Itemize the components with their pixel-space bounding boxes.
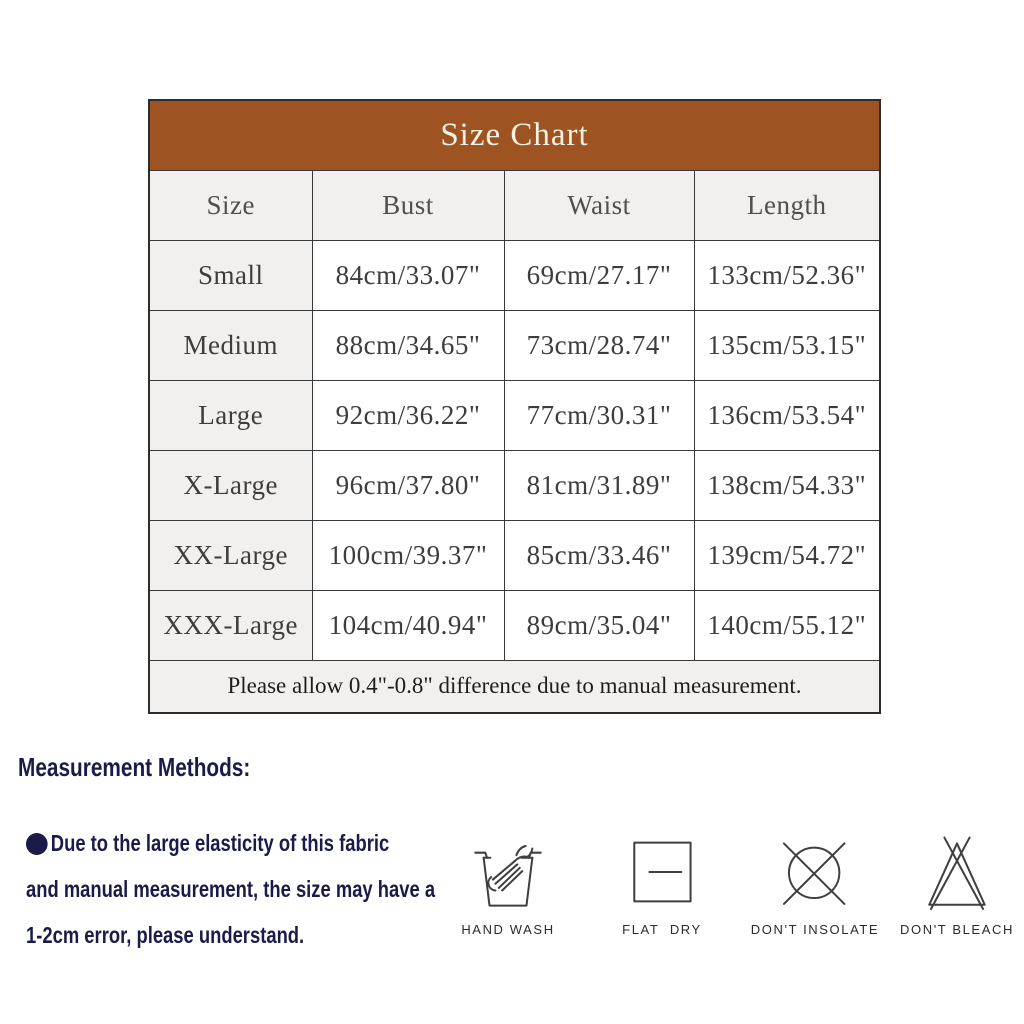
column-header-length: Length (694, 170, 880, 240)
text-line-content: Due to the large elasticity of this fabric (50, 830, 390, 856)
length-value: 136cm/53.54" (694, 380, 880, 450)
size-chart-table (148, 99, 881, 714)
table-row-small (149, 240, 880, 310)
text-line (26, 820, 435, 866)
column-header-row (149, 170, 880, 240)
size-label: XXX-Large (149, 590, 312, 660)
size-label: Medium (149, 310, 312, 380)
care-item-dont-insolate (748, 830, 882, 937)
bust-value: 96cm/37.80" (312, 450, 504, 520)
size-label: XX-Large (149, 520, 312, 590)
table-row-x-large (149, 450, 880, 520)
note-row (149, 660, 880, 713)
table-row-xx-large (149, 520, 880, 590)
bust-value: 104cm/40.94" (312, 590, 504, 660)
title-row (149, 100, 880, 170)
measurement-methods-heading: Measurement Methods: (18, 752, 251, 782)
hand-wash-icon (464, 830, 552, 914)
column-header-bust: Bust (312, 170, 504, 240)
waist-value: 77cm/30.31" (504, 380, 694, 450)
flat-dry-icon (618, 830, 706, 914)
waist-value: 69cm/27.17" (504, 240, 694, 310)
care-label: FLAT DRY (622, 922, 702, 937)
size-label: X-Large (149, 450, 312, 520)
care-label: DON'T BLEACH (900, 922, 1014, 937)
text-line: and manual measurement, the size may have a (26, 876, 436, 902)
care-item-flat-dry (605, 830, 719, 937)
waist-value: 85cm/33.46" (504, 520, 694, 590)
bust-value: 84cm/33.07" (312, 240, 504, 310)
care-item-dont-bleach (895, 830, 1019, 937)
waist-value: 89cm/35.04" (504, 590, 694, 660)
column-header-waist: Waist (504, 170, 694, 240)
measurement-note: Please allow 0.4"-0.8" difference due to manual measurement. (149, 660, 880, 713)
table-row-xxx-large (149, 590, 880, 660)
size-label: Small (149, 240, 312, 310)
waist-value: 81cm/31.89" (504, 450, 694, 520)
care-label: HAND WASH (461, 922, 555, 937)
table-row-large (149, 380, 880, 450)
length-value: 139cm/54.72" (694, 520, 880, 590)
length-value: 133cm/52.36" (694, 240, 880, 310)
text-line: 1-2cm error, please understand. (26, 922, 305, 948)
size-label: Large (149, 380, 312, 450)
column-header-size: Size (149, 170, 312, 240)
measurement-methods-text (26, 820, 435, 958)
bust-value: 92cm/36.22" (312, 380, 504, 450)
table-row-medium (149, 310, 880, 380)
size-chart-title: Size Chart (149, 100, 880, 170)
care-label: DON'T INSOLATE (750, 922, 880, 937)
length-value: 140cm/55.12" (694, 590, 880, 660)
length-value: 138cm/54.33" (694, 450, 880, 520)
bullet-icon (26, 833, 48, 855)
care-item-hand-wash (452, 830, 564, 937)
length-value: 135cm/53.15" (694, 310, 880, 380)
bust-value: 100cm/39.37" (312, 520, 504, 590)
dont-insolate-icon (771, 830, 859, 914)
dont-bleach-icon (913, 830, 1001, 914)
bust-value: 88cm/34.65" (312, 310, 504, 380)
waist-value: 73cm/28.74" (504, 310, 694, 380)
